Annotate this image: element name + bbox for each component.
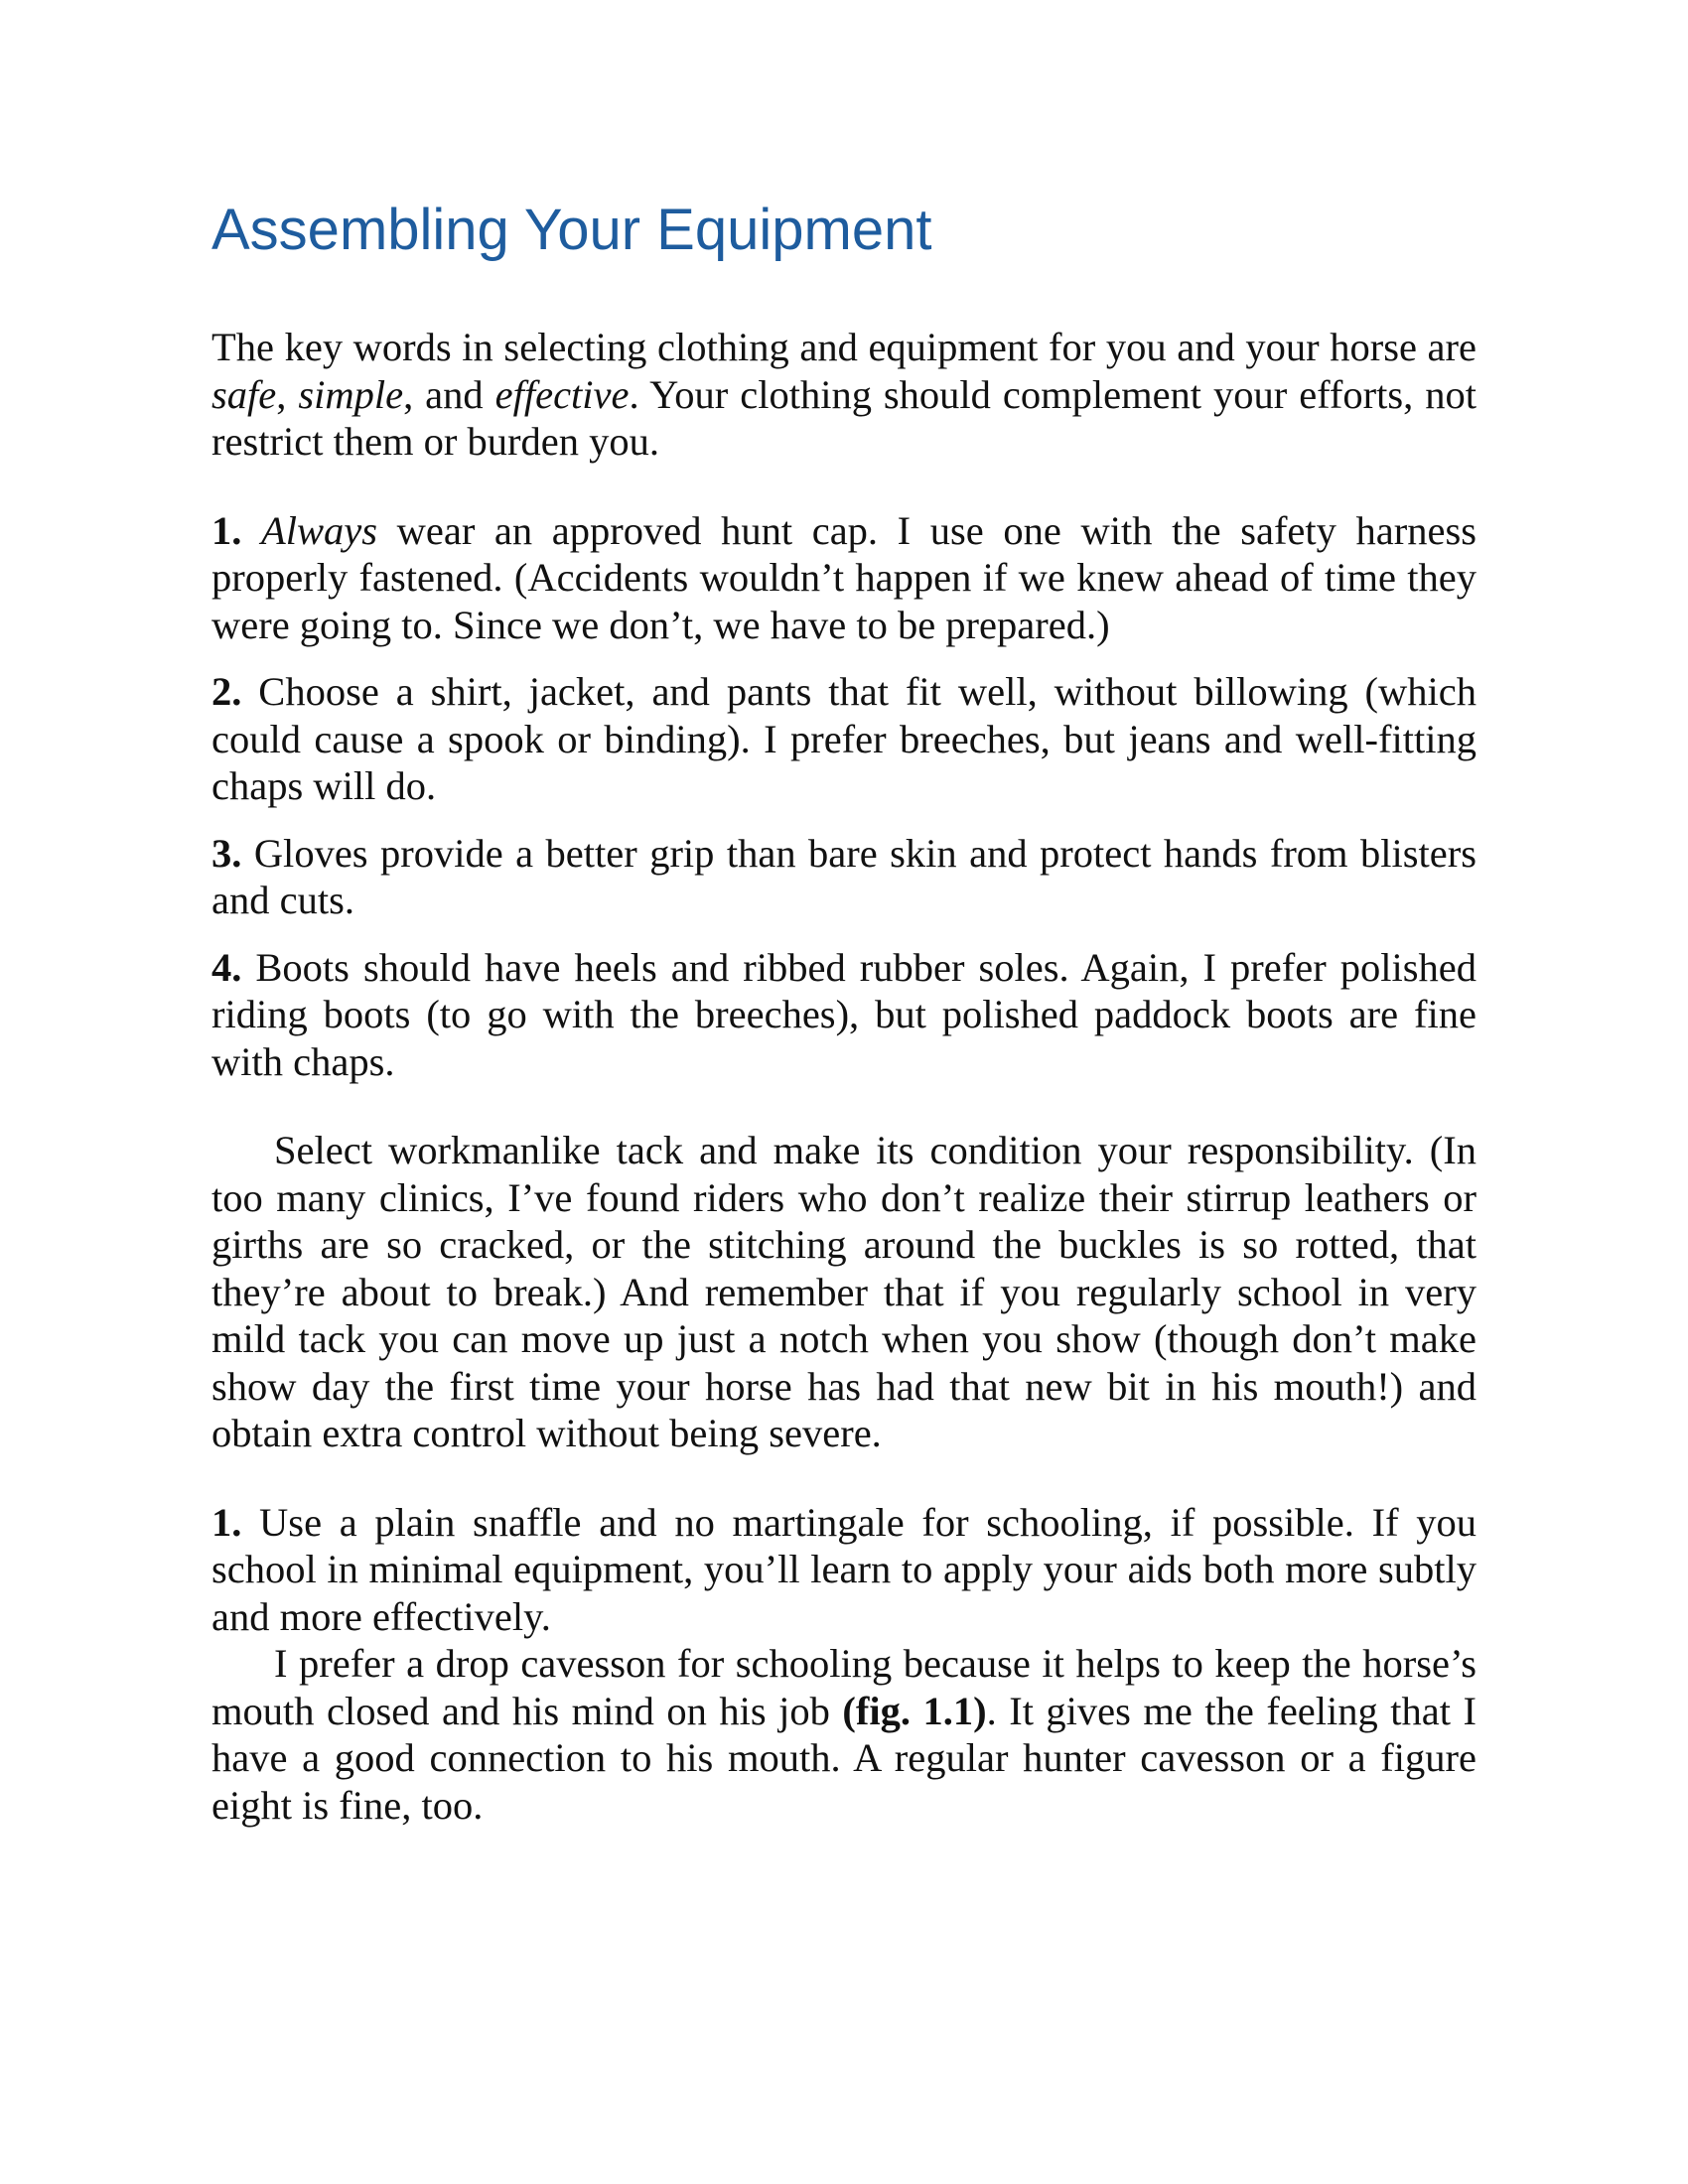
intro-text-2: , bbox=[276, 371, 299, 417]
clothing-item-1 bbox=[211, 507, 1477, 649]
item-emphasis: Always bbox=[261, 507, 377, 553]
item-text: Use a plain snaffle and no martingale for schooling, if possible. If you school in minimal equipment, you’ll learn to apply your aids both more subtly and more effectively. bbox=[211, 1499, 1477, 1639]
figure-reference: (fig. 1.1) bbox=[842, 1688, 987, 1733]
intro-text-3: , and bbox=[403, 371, 495, 417]
intro-text-1: The key words in selecting clothing and equipment for you and your horse are bbox=[211, 325, 1477, 369]
item-number: 1. bbox=[211, 1499, 242, 1545]
intro-emphasis-safe: safe bbox=[211, 371, 277, 417]
item-text: Choose a shirt, jacket, and pants that fit well, without billowing (which could cause a spook or binding). I prefer breeches, but jeans and well-fitting chaps will do. bbox=[211, 669, 1477, 808]
page-title: Assembling Your Equipment bbox=[211, 198, 932, 262]
tack-item-1 bbox=[211, 1499, 1477, 1641]
item-number: 1. bbox=[211, 507, 242, 553]
clothing-item-4 bbox=[211, 944, 1477, 1086]
intro-paragraph bbox=[211, 324, 1477, 466]
item-text: wear an approved hunt cap. I use one with the safety harness properly fastened. (Accidents wouldn’t happen if we knew ahead of time they were going to. Since we don’t, we have to be prepared.) bbox=[211, 507, 1477, 647]
item-number: 3. bbox=[211, 830, 242, 876]
tack-paragraph: Select workmanlike tack and make its condition your responsibility. (In too many clinics, I’ve found riders who don’t realize their stirrup leathers or girths are so cracked, or the stitching around the buckles is so rotted, that they’re about to break.) And remember that if you regularly school in very mild tack you can move up just a notch when you show (though don’t make show day the first time your horse has had that new bit in his mouth!) and obtain extra control without being severe. bbox=[211, 1128, 1477, 1455]
intro-text-4: . Your clothing should complement your efforts, not restrict them or burden you. bbox=[211, 371, 1477, 464]
item-text: Gloves provide a better grip than bare skin and protect hands from blisters and cuts. bbox=[211, 830, 1477, 922]
item-text: Boots should have heels and ribbed rubber soles. Again, I prefer polished riding boots (to go with the breeches), but polished paddock boots are fine with chaps. bbox=[211, 944, 1477, 1084]
clothing-item-2 bbox=[211, 668, 1477, 810]
cavesson-text-2: . It gives me the feeling that I have a good connection to his mouth. A regular hunter cavesson or a figure eight is fine, too. bbox=[211, 1688, 1477, 1828]
clothing-item-3 bbox=[211, 830, 1477, 924]
cavesson-text-1: I prefer a drop cavesson for schooling because it helps to keep the horse’s mouth closed and his mind on his job bbox=[211, 1641, 1477, 1733]
cavesson-paragraph bbox=[211, 1640, 1477, 1829]
page-content bbox=[211, 195, 1477, 1829]
intro-emphasis-effective: effective bbox=[494, 371, 630, 417]
item-number: 4. bbox=[211, 944, 242, 990]
intro-emphasis-simple: simple bbox=[298, 371, 404, 417]
item-number: 2. bbox=[211, 669, 242, 714]
